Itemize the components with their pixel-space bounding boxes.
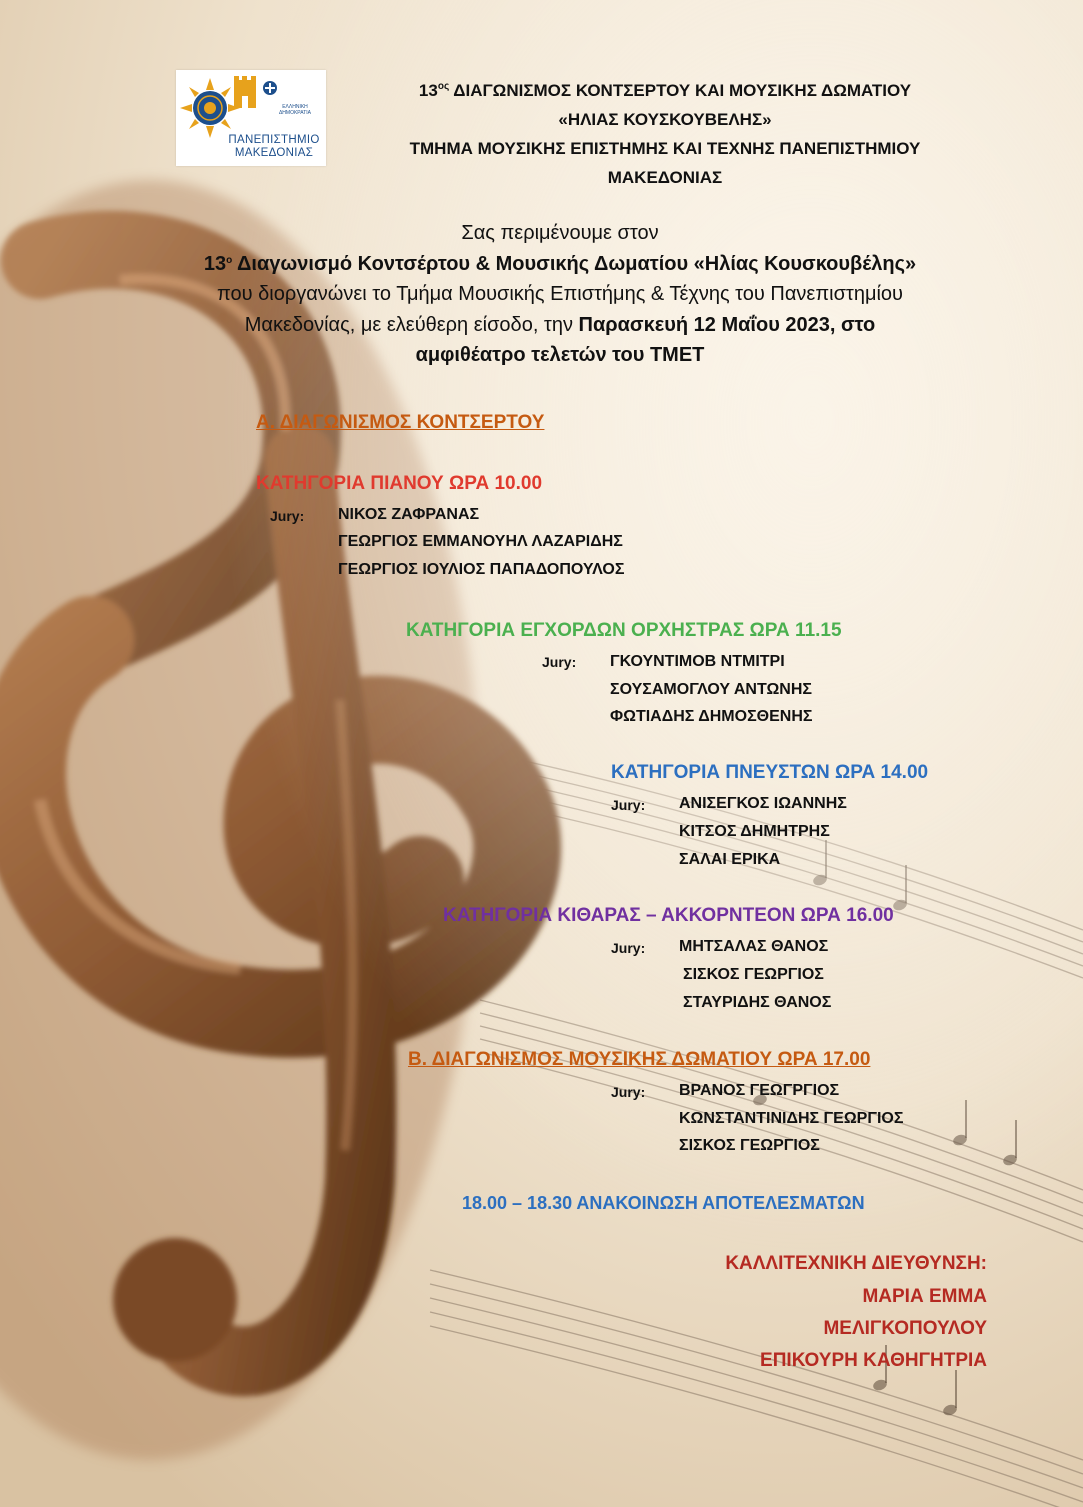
intro [70, 218, 1050, 371]
jury-label: Jury: [542, 654, 577, 670]
jury-member: ΣΤΑΥΡΙΔΗΣ ΘΑΝΟΣ [683, 994, 832, 1011]
jury-label: Jury: [611, 940, 646, 956]
intro-ordinal: ο [226, 254, 233, 266]
header-line-4: ΜΑΚΕΔΟΝΙΑΣ [607, 168, 723, 187]
director-first-name: ΜΑΡΙΑ ΕΜΜΑ [862, 1286, 987, 1307]
intro-line-3: που διοργανώνει το Τμήμα Μουσικής Επιστήμης & Τέχνης του Πανεπιστημίου [217, 283, 903, 305]
jury-member: ΑΝΙΣΕΓΚΟΣ ΙΩΑΝΝΗΣ [679, 795, 847, 812]
jury-member: ΣΑΛΑΙ ΕΡΙΚΑ [679, 851, 781, 868]
section-a-title: Α. ΔΙΑΓΩΝΙΣΜΟΣ ΚΟΝΤΣΕΡΤΟΥ [256, 412, 545, 433]
logo-small-text: ΕΛΛΗΝΙΚΗ ΔΗΜΟΚΡΑΤΙΑ [278, 104, 312, 116]
intro-competition-name: Διαγωνισμό Κοντσέρτου & Μουσικής Δωματίου «Ηλίας Κουσκουβέλης» [232, 252, 917, 275]
results-announcement: 18.00 – 18.30 ΑΝΑΚΟΙΝΩΣΗ ΑΠΟΤΕΛΕΣΜΑΤΩΝ [462, 1193, 865, 1213]
intro-line-4-plain: Μακεδονίας, με ελεύθερη είσοδο, την [244, 313, 579, 336]
jury-member: ΚΩΝΣΤΑΝΤΙΝΙΔΗΣ ΓΕΩΡΓΙΟΣ [679, 1110, 904, 1127]
category-strings-title: ΚΑΤΗΓΟΡΙΑ ΕΓΧΟΡΔΩΝ ΟΡΧΗΣΤΡΑΣ ΩΡΑ 11.15 [406, 620, 842, 641]
logo-line-2: ΜΑΚΕΔΟΝΙΑΣ [234, 147, 314, 159]
jury-member: ΣΙΣΚΟΣ ΓΕΩΡΓΙΟΣ [679, 1137, 820, 1154]
category-piano-title: ΚΑΤΗΓΟΡΙΑ ΠΙΑΝΟΥ ΩΡΑ 10.00 [256, 473, 543, 494]
jury-member: ΝΙΚΟΣ ΖΑΦΡΑΝΑΣ [338, 506, 480, 523]
header [340, 76, 990, 192]
jury-member: ΣΙΣΚΟΣ ΓΕΩΡΓΙΟΣ [683, 966, 824, 983]
director-last-name: ΜΕΛΙΓΚΟΠΟΥΛΟΥ [823, 1318, 987, 1339]
jury-member: ΣΟΥΣΑΜΟΓΛΟΥ ΑΝΤΩΝΗΣ [610, 681, 812, 698]
category-winds-title: ΚΑΤΗΓΟΡΙΑ ΠΝΕΥΣΤΩΝ ΩΡΑ 14.00 [611, 762, 929, 783]
header-ordinal: ος [437, 81, 450, 92]
jury-member: ΦΩΤΙΑΔΗΣ ΔΗΜΟΣΘΕΝΗΣ [610, 708, 813, 725]
university-logo [176, 70, 326, 166]
intro-line-2 [70, 249, 1050, 280]
header-line-1-text: ΔΙΑΓΩΝΙΣΜΟΣ ΚΟΝΤΣΕΡΤΟΥ ΚΑΙ ΜΟΥΣΙΚΗΣ ΔΩΜΑΤΙΟΥ [449, 81, 912, 100]
jury-member: ΜΗΤΣΑΛΑΣ ΘΑΝΟΣ [679, 938, 829, 955]
jury-member: ΓΕΩΡΓΙΟΣ ΙΟΥΛΙΟΣ ΠΑΠΑΔΟΠΟΥΛΟΣ [338, 561, 625, 578]
intro-line-4 [70, 310, 1050, 341]
header-line-3: ΤΜΗΜΑ ΜΟΥΣΙΚΗΣ ΕΠΙΣΤΗΜΗΣ ΚΑΙ ΤΕΧΝΗΣ ΠΑΝΕΠΙΣΤΗΜΙΟΥ [409, 139, 921, 158]
section-b-title: Β. ΔΙΑΓΩΝΙΣΜΟΣ ΜΟΥΣΙΚΗΣ ΔΩΜΑΤΙΟΥ ΩΡΑ 17.00 [408, 1049, 871, 1070]
jury-member: ΓΚΟΥΝΤΙΜΟΒ ΝΤΜΙΤΡΙ [610, 653, 785, 670]
artistic-direction-label: ΚΑΛΛΙΤΕΧΝΙΚΗ ΔΙΕΥΘΥΝΣΗ: [725, 1253, 987, 1274]
header-line-2: «ΗΛΙΑΣ ΚΟΥΣΚΟΥΒΕΛΗΣ» [558, 110, 772, 129]
logo-caption [222, 134, 326, 160]
intro-line-1: Σας περιμένουμε στον [461, 222, 659, 244]
header-line-1 [340, 76, 990, 105]
jury-label: Jury: [611, 1084, 646, 1100]
category-guitar-accordion-title: ΚΑΤΗΓΟΡΙΑ ΚΙΘΑΡΑΣ – ΑΚΚΟΡΝΤΕΟΝ ΩΡΑ 16.00 [443, 905, 894, 926]
intro-date: Παρασκευή 12 Μαΐου 2023, στο [578, 313, 876, 336]
jury-member: ΓΕΩΡΓΙΟΣ ΕΜΜΑΝΟΥΗΛ ΛΑΖΑΡΙΔΗΣ [338, 533, 623, 550]
intro-number: 13 [203, 252, 227, 275]
jury-label: Jury: [611, 797, 646, 813]
intro-venue: αμφιθέατρο τελετών του ΤΜΕΤ [415, 344, 705, 366]
jury-member: ΚΙΤΣΟΣ ΔΗΜΗΤΡΗΣ [679, 823, 830, 840]
header-number: 13 [418, 81, 438, 100]
director-role: ΕΠΙΚΟΥΡΗ ΚΑΘΗΓΗΤΡΙΑ [760, 1350, 987, 1371]
jury-member: ΒΡΑΝΟΣ ΓΕΩΓΡΓΙΟΣ [679, 1082, 840, 1099]
logo-line-1: ΠΑΝΕΠΙΣΤΗΜΙΟ [228, 134, 320, 146]
jury-label: Jury: [270, 508, 305, 524]
